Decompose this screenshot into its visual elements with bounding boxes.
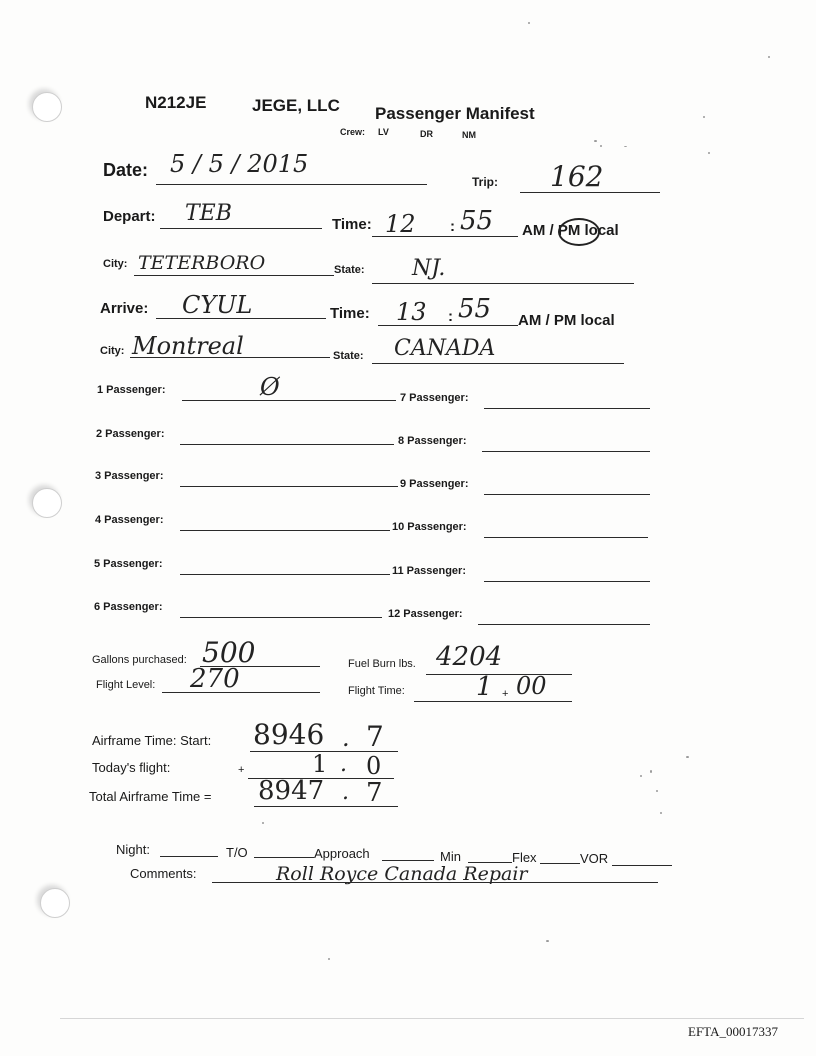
arrive-value: CYUL [182,291,253,319]
binder-hole-top [32,92,62,122]
passenger-line [182,400,396,401]
scan-speck [600,145,602,147]
passenger-label: 5 Passenger: [94,558,163,570]
passenger-label: 1 Passenger: [97,384,166,396]
total-airframe-label: Total Airframe Time = [89,789,212,804]
depart-time-colon: : [450,218,455,235]
total-airframe-line [254,806,398,807]
passenger-line [180,530,390,531]
scan-speck [703,116,705,118]
airframe-start-dec: 7 [366,720,384,753]
depart-value: TEB [185,201,232,226]
scan-speck [624,146,627,147]
total-airframe-int: 8947 [258,776,325,806]
comments-line [212,882,658,883]
flight-time-label: Flight Time: [348,685,405,697]
flight-time-hours: 1 [476,672,493,702]
scan-speck [660,812,662,814]
date-value: 5 / 5 / 2015 [170,150,309,178]
arrive-time-line [378,325,518,326]
night-label: Night: [116,842,150,857]
passenger-label: 8 Passenger: [398,435,467,447]
night-line [160,856,218,857]
passenger-label: 4 Passenger: [95,514,164,526]
arrive-state-line [372,363,624,364]
arrive-city-label: City: [100,345,125,357]
scan-speck [328,958,330,960]
passenger-label: 6 Passenger: [94,601,163,613]
flight-level-label: Flight Level: [96,679,156,691]
passenger-line [484,581,650,582]
passenger-label: 2 Passenger: [96,428,165,440]
company-name: JEGE, LLC [252,96,340,115]
passenger-label: 11 Passenger: [392,565,466,577]
airframe-start-label: Airframe Time: Start: [92,733,212,748]
today-plus: + [238,764,245,776]
passenger-value: Ø [260,373,280,401]
scan-speck [656,790,658,792]
crew-member: LV [378,127,389,137]
approach-label: Approach [314,846,370,861]
depart-hour: 12 [385,210,416,238]
scan-speck [594,140,597,142]
date-label: Date: [103,160,149,180]
passenger-line [484,408,650,409]
flight-level-value: 270 [190,664,240,694]
arrive-hour: 13 [396,298,427,326]
fuel-burn-line [426,674,572,675]
passenger-label: 12 Passenger: [388,608,463,620]
comments-label: Comments: [130,866,197,881]
gallons-value: 500 [202,636,256,669]
scan-speck [768,56,770,58]
takeoff-line [254,857,314,858]
arrive-city-line [130,357,330,358]
scan-speck [650,770,652,773]
page-title: Passenger Manifest [375,104,535,123]
passenger-line [180,486,398,487]
scan-speck [640,775,642,777]
comments-value: Roll Royce Canada Repair [276,863,528,885]
scan-speck [528,22,530,24]
vor-label: VOR [580,851,609,866]
flight-level-line [162,692,320,693]
arrive-label: Arrive: [100,300,149,317]
crew-member: DR [420,129,433,139]
depart-state-label: State: [334,264,365,276]
fuel-burn-value: 4204 [436,642,503,672]
flight-time-minutes: 00 [516,672,547,700]
total-airframe-dot: . [342,780,349,805]
flight-time-line [414,701,572,702]
arrive-ampm: AM / PM local [518,312,615,329]
passenger-line [484,494,650,495]
arrive-time-label: Time: [330,305,370,322]
min-label: Min [440,849,461,864]
passenger-line [180,444,394,445]
depart-city: TETERBORO [138,252,266,274]
total-airframe-dec: 7 [366,778,383,808]
passenger-line [484,537,648,538]
flight-time-separator: + [502,688,509,700]
today-flight-int: 1 [312,750,328,778]
scan-speck [262,822,264,824]
gallons-label: Gallons purchased: [92,654,187,666]
passenger-label: 3 Passenger: [95,470,164,482]
scan-speck [546,940,549,942]
today-flight-dec: 0 [366,752,382,780]
scan-speck [708,152,710,154]
trip-label: Trip: [472,175,498,189]
depart-line [160,228,322,229]
passenger-line [180,574,390,575]
crew-member: NM [462,130,476,140]
flex-line [540,863,580,864]
depart-time-line [372,236,518,237]
airframe-start-int: 8946 [253,718,325,751]
arrive-minute: 55 [458,294,492,324]
arrive-state: CANADA [394,336,496,361]
arrive-time-colon: : [448,308,453,325]
passenger-label: 9 Passenger: [400,478,469,490]
today-flight-label: Today's flight: [92,760,171,775]
depart-state-line [372,283,634,284]
approach-line [382,860,434,861]
fuel-burn-label: Fuel Burn lbs. [348,658,416,670]
passenger-label: 10 Passenger: [392,521,467,533]
passenger-line [482,451,650,452]
scan-speck [686,756,689,758]
depart-city-label: City: [103,258,128,270]
crew-label: Crew: [340,127,366,137]
trip-value: 162 [550,160,604,193]
arrive-line [156,318,326,319]
depart-city-line [134,275,334,276]
passenger-label: 7 Passenger: [400,392,469,404]
depart-label: Depart: [103,208,156,225]
bates-number: EFTA_00017337 [688,1024,778,1039]
flex-label: Flex [512,850,537,865]
tail-number: N212JE [145,93,207,112]
arrive-city: Montreal [132,332,244,360]
depart-minute: 55 [460,206,494,236]
depart-ampm: AM / PM local [522,222,619,239]
passenger-line [478,624,650,625]
today-flight-dot: . [340,752,347,777]
pm-circle [558,218,600,246]
trip-line [520,192,660,193]
bottom-rule [60,1018,804,1019]
depart-time-label: Time: [332,216,372,233]
arrive-state-label: State: [333,350,364,362]
vor-line [612,865,672,866]
passenger-line [180,617,382,618]
airframe-start-dot: . [342,724,350,752]
binder-hole-bottom [40,888,70,918]
date-line [156,184,427,185]
depart-state: NJ. [412,256,446,281]
binder-hole-middle [32,488,62,518]
takeoff-label: T/O [226,845,248,860]
